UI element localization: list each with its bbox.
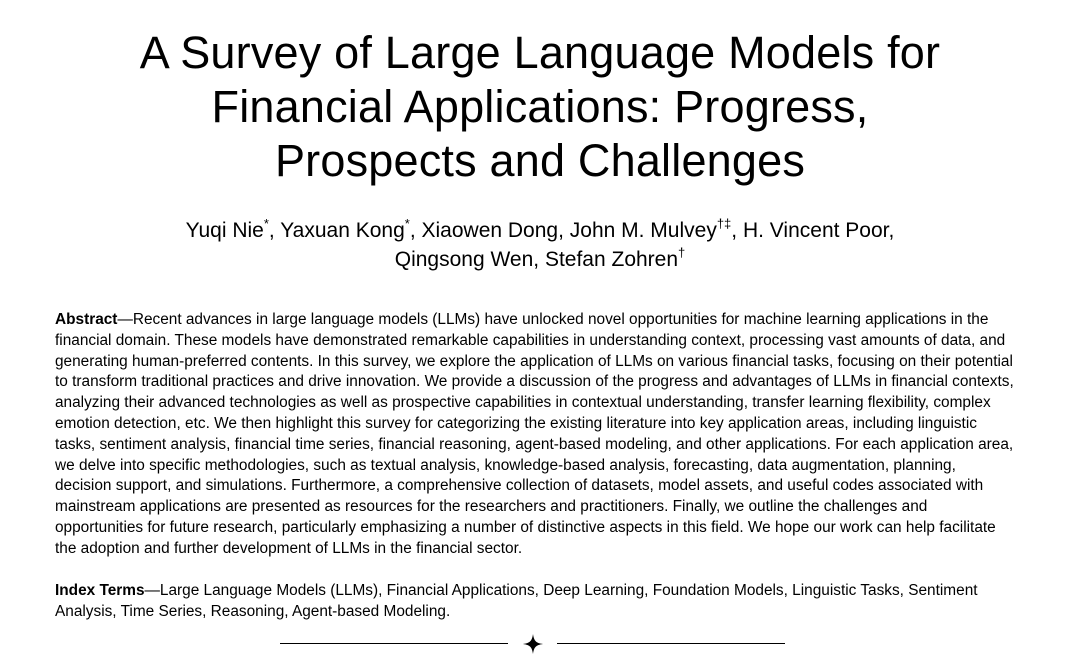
index-terms-heading: Index Terms <box>55 582 145 599</box>
title-line-3: Prospects and Challenges <box>274 135 806 186</box>
index-terms-body: —Large Language Models (LLMs), Financial Applications, Deep Learning, Foundation Models, Linguistic Tasks, Sentiment Analysis, Time Series, Reasoning, Agent-based Modeling. <box>55 582 978 620</box>
abstract <box>55 310 1015 560</box>
author-name: H. Vincent Poor <box>742 219 889 242</box>
author-name: Yuqi Nie <box>185 219 264 242</box>
author-mark: * <box>263 216 269 231</box>
author-name: Stefan Zohren <box>544 248 679 271</box>
author-name: John M. Mulvey <box>569 219 717 242</box>
divider-rule-right <box>557 643 785 644</box>
title-line-2: Financial Applications: Progress, <box>211 81 869 132</box>
paper-title <box>0 26 1080 188</box>
abstract-heading: Abstract <box>55 311 118 328</box>
author-separator: , <box>533 248 545 271</box>
author-list <box>0 216 1080 274</box>
author-mark: * <box>404 216 410 231</box>
author-separator: , <box>888 219 895 242</box>
author-separator: , <box>268 219 281 242</box>
author-line-1 <box>0 216 1080 245</box>
author-name: Qingsong Wen <box>394 248 534 271</box>
index-terms <box>55 581 1015 623</box>
four-pointed-star-icon <box>522 633 544 655</box>
author-separator: , <box>558 219 570 242</box>
author-separator: , <box>409 219 422 242</box>
author-separator: , <box>731 219 743 242</box>
title-line-1: A Survey of Large Language Models for <box>139 27 941 78</box>
author-name: Xiaowen Dong <box>421 219 559 242</box>
divider-rule-left <box>280 643 508 644</box>
author-mark: † <box>678 245 686 260</box>
author-name: Yaxuan Kong <box>280 219 405 242</box>
author-mark: †‡ <box>716 216 732 231</box>
section-divider <box>280 633 785 653</box>
author-line-2 <box>0 245 1080 274</box>
abstract-body: —Recent advances in large language models (LLMs) have unlocked novel opportunities for machine learning applications in the financial domain. These models have demonstrated remarkable capabilities in understanding context, processing vast amounts of data, and generating human-preferred contents. In this survey, we explore the application of LLMs on various financial tasks, focusing on their potential to transform traditional practices and drive innovation. We provide a discussion of the progress and advantages of LLMs in financial contexts, analyzing their advanced technologies as well as prospective capabilities in contextual understanding, transfer learning flexibility, complex emotion detection, etc. We then highlight this survey for categorizing the existing literature into key application areas, including linguistic tasks, sentiment analysis, financial time series, financial reasoning, agent-based modeling, and other applications. For each application area, we delve into specific methodologies, such as textual analysis, knowledge-based analysis, forecasting, data augmentation, planning, decision support, and simulations. Furthermore, a comprehensive collection of datasets, model assets, and useful codes associated with mainstream applications are presented as resources for the researchers and practitioners. Finally, we outline the challenges and opportunities for future research, particularly emphasizing a number of distinctive aspects in this field. We hope our work can help facilitate the adoption and further development of LLMs in the financial sector. <box>55 311 1014 557</box>
